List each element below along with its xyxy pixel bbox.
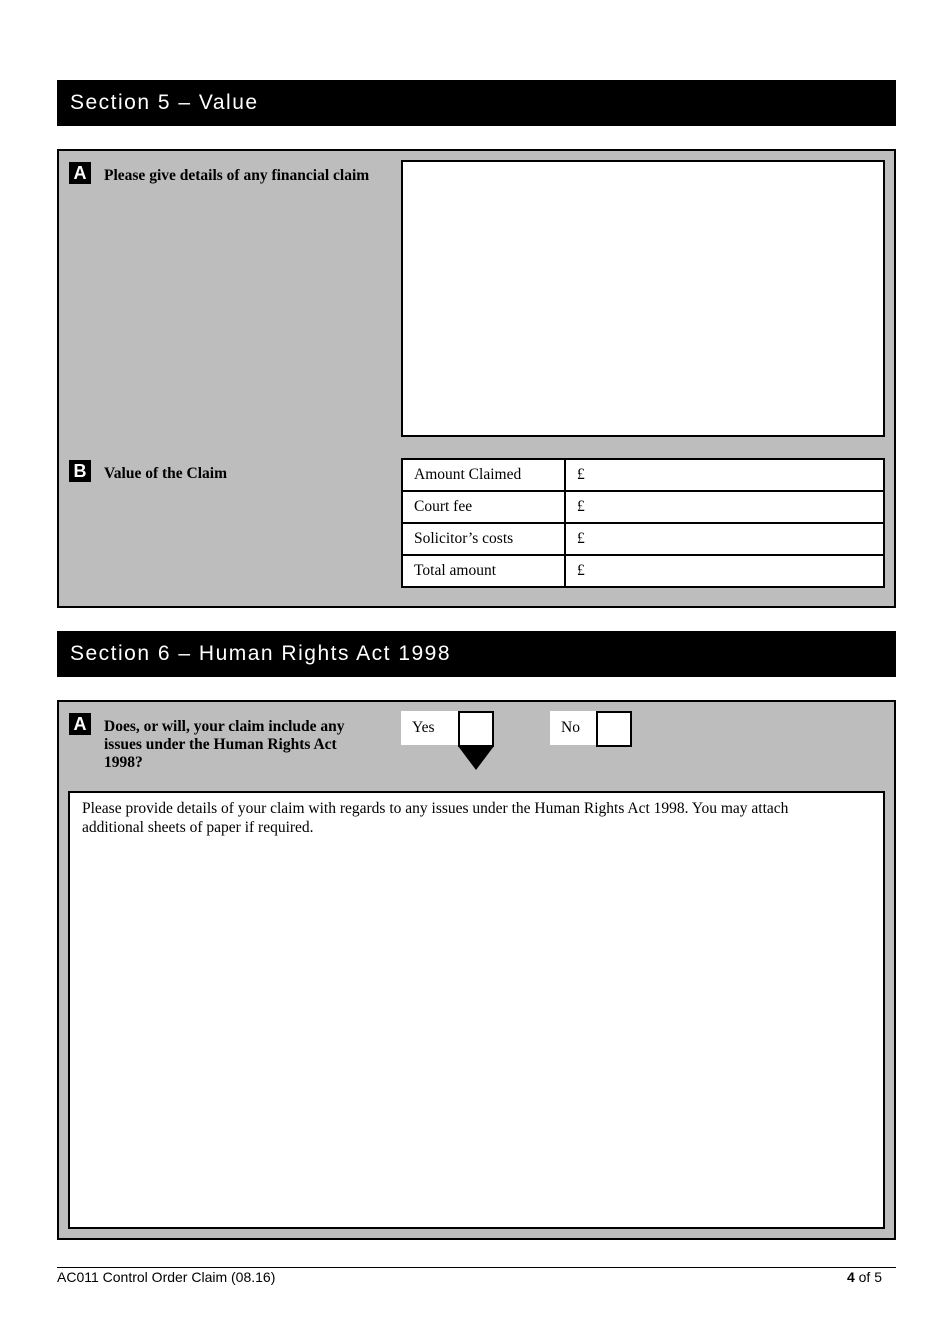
footer-divider: [57, 1267, 896, 1268]
details-instruction-line: additional sheets of paper if required.: [82, 818, 314, 836]
section-5-header: [57, 80, 896, 126]
financial-claim-label: Please give details of any financial claim: [104, 167, 370, 184]
no-checkbox[interactable]: [596, 711, 632, 747]
table-row: [402, 459, 884, 491]
no-label: No: [550, 711, 597, 745]
table-row: [402, 555, 884, 587]
section-6-header: [57, 631, 896, 677]
question-line: Does, or will, your claim include any: [104, 718, 345, 735]
total-amount-label: Total amount: [402, 555, 565, 587]
table-row: [402, 491, 884, 523]
financial-claim-details-field[interactable]: [401, 160, 885, 437]
question-b-badge: B: [69, 460, 91, 482]
arrow-down-icon: [458, 746, 494, 770]
details-instruction-line: Please provide details of your claim with regards to any issues under the Human Rights Act 1998. You may attach: [82, 800, 789, 817]
page-number: [847, 1269, 882, 1285]
yes-label: Yes: [401, 711, 459, 745]
solicitors-costs-label: Solicitor’s costs: [402, 523, 565, 555]
question-line: issues under the Human Rights Act: [104, 736, 337, 753]
human-rights-details-field[interactable]: [68, 791, 885, 1229]
court-fee-label: Court fee: [402, 491, 565, 523]
form-reference: AC011 Control Order Claim (08.16): [57, 1269, 276, 1285]
claim-value-label: Value of the Claim: [104, 465, 227, 482]
page-total: of 5: [858, 1269, 882, 1285]
amount-claimed-field[interactable]: £: [565, 459, 884, 491]
court-fee-field[interactable]: £: [565, 491, 884, 523]
question-a-badge: A: [69, 162, 91, 184]
section-6-title: Section 6 – Human Rights Act 1998: [70, 642, 452, 665]
table-row: [402, 523, 884, 555]
claim-value-table: [401, 458, 885, 588]
human-rights-question-label: [104, 718, 374, 772]
yes-checkbox[interactable]: [458, 711, 494, 747]
total-amount-field[interactable]: £: [565, 555, 884, 587]
question-a-badge: A: [69, 713, 91, 735]
section-5-title: Section 5 – Value: [70, 91, 259, 114]
amount-claimed-label: Amount Claimed: [402, 459, 565, 491]
solicitors-costs-field[interactable]: £: [565, 523, 884, 555]
page-current: 4: [846, 1269, 855, 1285]
question-line: 1998?: [104, 754, 143, 771]
